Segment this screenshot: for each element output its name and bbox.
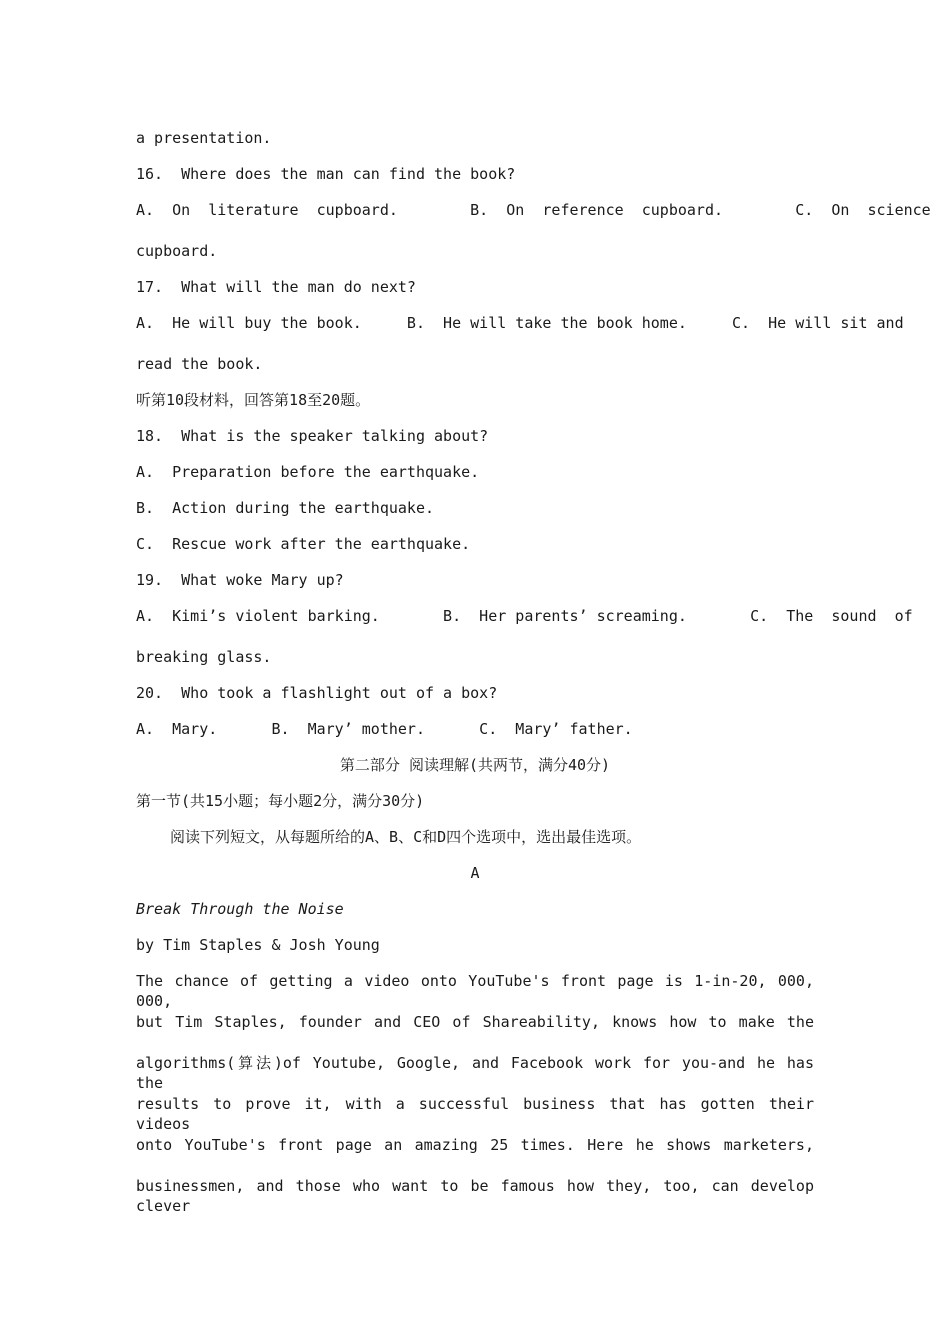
passage-line: businessmen, and those who want to be famous how they, too, can develop clever: [136, 1177, 814, 1215]
question-19-options: A. Kimi’s violent barking. B. Her parents’ screaming. C. The sound of: [136, 607, 913, 625]
text-line: read the book.: [136, 355, 263, 373]
book-title: Break Through the Noise: [136, 900, 344, 918]
passage-line: The chance of getting a video onto YouTube's front page is 1-in-20, 000, 000,: [136, 972, 814, 1010]
question-20: 20. Who took a flashlight out of a box?: [136, 684, 498, 702]
question-16-options: A. On literature cupboard. B. On reference cupboard. C. On science: [136, 201, 931, 219]
passage-label: A: [470, 864, 480, 882]
passage-line: but Tim Staples, founder and CEO of Shareability, knows how to make the: [136, 1013, 814, 1031]
part-two-heading: 第二部分 阅读理解(共两节，满分40分): [339, 756, 611, 774]
text-line: breaking glass.: [136, 648, 272, 666]
question-20-options: A. Mary. B. Mary’ mother. C. Mary’ father.: [136, 720, 633, 738]
text-line: cupboard.: [136, 242, 218, 260]
question-18-option-b: B. Action during the earthquake.: [136, 499, 435, 517]
reading-instruction: 阅读下列短文，从每题所给的A、B、C和D四个选项中，选出最佳选项。: [170, 828, 642, 846]
passage-line: results to prove it, with a successful business that has gotten their videos: [136, 1095, 814, 1133]
section-one-heading: 第一节(共15小题；每小题2分，满分30分): [136, 792, 425, 810]
passage-line: algorithms(算法)of Youtube, Google, and Facebook work for you-and he has the: [136, 1054, 814, 1092]
question-18-option-a: A. Preparation before the earthquake.: [136, 463, 480, 481]
passage-line: onto YouTube's front page an amazing 25 times. Here he shows marketers,: [136, 1136, 814, 1154]
question-16: 16. Where does the man can find the book?: [136, 165, 516, 183]
question-17-options: A. He will buy the book. B. He will take the book home. C. He will sit and: [136, 314, 904, 332]
book-authors: by Tim Staples & Josh Young: [136, 936, 380, 954]
question-19: 19. What woke Mary up?: [136, 571, 344, 589]
text-line: a presentation.: [136, 129, 272, 147]
question-18-option-c: C. Rescue work after the earthquake.: [136, 535, 471, 553]
question-17: 17. What will the man do next?: [136, 278, 416, 296]
section-instruction: 听第10段材料，回答第18至20题。: [136, 391, 371, 409]
question-18: 18. What is the speaker talking about?: [136, 427, 489, 445]
